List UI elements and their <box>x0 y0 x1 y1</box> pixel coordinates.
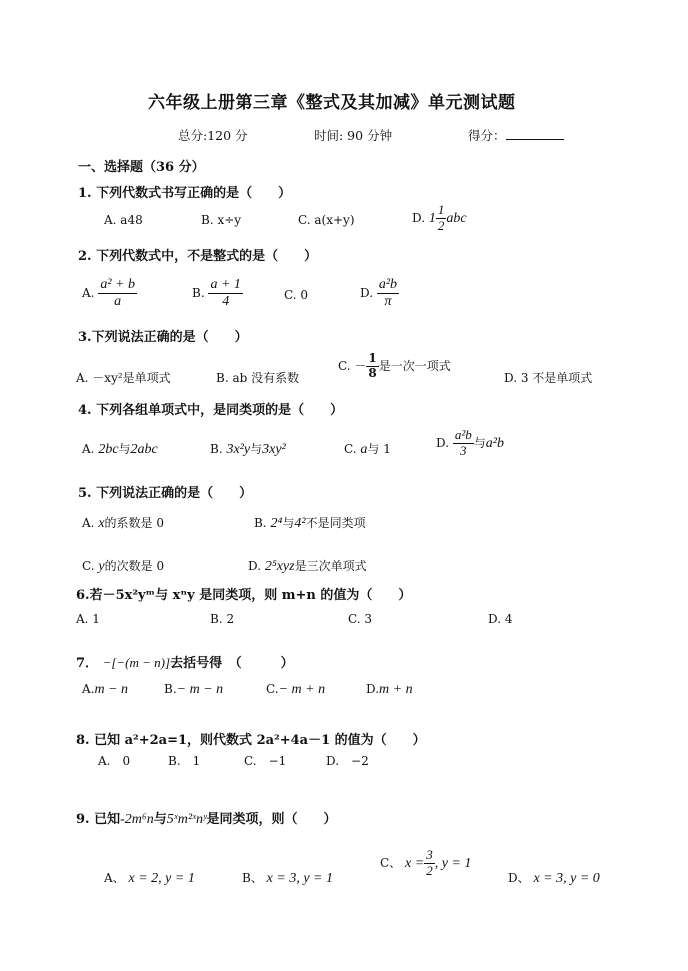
option-label: A. <box>82 516 95 530</box>
question-7-option-b <box>164 682 223 698</box>
math-term: 5ˣm²ˣnʸ <box>166 812 207 827</box>
fraction <box>98 277 137 310</box>
question-3-option-c <box>338 352 451 381</box>
denominator: 4 <box>222 294 230 310</box>
math-term: -2m⁶n <box>120 812 154 827</box>
question-4-stem: 4. 下列各组单项式中，是同类项的是（ ） <box>78 403 344 418</box>
option-label: D. <box>436 435 450 450</box>
question-8-option-c: C. −1 <box>244 754 287 768</box>
fraction <box>377 277 399 310</box>
question-9-option-d <box>508 869 600 887</box>
numerator: 1 <box>368 351 377 365</box>
page-title: 六年级上册第三章《整式及其加减》单元测试题 <box>148 93 516 113</box>
question-7-option-a <box>82 682 128 698</box>
question-9-stem <box>76 808 337 828</box>
math-term: − m + n <box>278 682 326 697</box>
math-expression: −[−(m − n)] <box>102 655 171 670</box>
question-3-option-a: A. －xy²是单项式 <box>76 371 171 385</box>
question-9-option-b <box>242 869 333 887</box>
question-1-option-b: B. x÷y <box>201 213 242 227</box>
math-term: a²b <box>485 435 504 451</box>
question-8-option-a: A. 0 <box>98 754 131 768</box>
question-5-option-b <box>254 514 366 532</box>
math-term: x = 3, y = 0 <box>533 871 600 886</box>
option-label: C. <box>344 442 357 456</box>
question-number: 7． <box>76 656 99 671</box>
option-label: D. <box>360 286 374 301</box>
math-term: − m − n <box>176 682 224 697</box>
math-term: 2⁴ <box>270 516 283 531</box>
question-1-stem: 1. 下列代数式书写正确的是（ ） <box>78 186 292 201</box>
option-label: B、 <box>242 871 263 885</box>
option-label: C、 <box>380 855 402 870</box>
option-label: C. <box>266 682 279 696</box>
question-4-option-d <box>436 428 504 459</box>
question-4-option-c <box>344 440 391 458</box>
question-1-option-a: A. a48 <box>104 213 143 227</box>
question-5-option-a <box>82 514 164 532</box>
question-2-option-a <box>82 277 137 310</box>
denominator: 2 <box>426 862 433 878</box>
question-4-option-a <box>82 440 158 458</box>
option-label: B. <box>254 516 267 530</box>
question-6-option-a: A. 1 <box>76 612 100 626</box>
score-field <box>468 126 564 144</box>
math-term: m − n <box>94 682 129 697</box>
math-term: x = 2, y = 1 <box>128 871 195 886</box>
math-term: 3x²y <box>226 442 251 457</box>
option-label: A. <box>82 286 95 301</box>
question-2-option-c: C. 0 <box>284 288 309 302</box>
math-term: 4² <box>294 516 306 531</box>
numerator: a + 1 <box>208 277 242 294</box>
option-label: B. <box>210 442 223 456</box>
option-text: 的次数是 0 <box>104 559 165 573</box>
math-term: x = <box>405 855 425 871</box>
question-5-option-c <box>82 557 164 575</box>
question-9-option-c <box>380 848 471 879</box>
option-label: B. <box>164 682 177 696</box>
math-term: 2abc <box>130 442 158 457</box>
math-term: 2bc <box>98 442 119 457</box>
connector: 与 <box>153 812 167 827</box>
option-label: D、 <box>508 871 530 885</box>
question-2-stem: 2. 下列代数式中，不是整式的是（ ） <box>78 249 318 264</box>
numerator: 3 <box>426 847 433 862</box>
math-term: 3xy² <box>262 442 286 457</box>
fraction <box>436 203 447 234</box>
question-7-option-c <box>266 682 325 698</box>
math-term: a <box>360 442 368 457</box>
math-term: abc <box>446 210 467 226</box>
question-2-option-b <box>192 277 243 310</box>
question-6-option-d: D. 4 <box>488 612 513 626</box>
math-term: m + n <box>379 682 413 697</box>
question-3-stem: 3.下列说法正确的是（ ） <box>78 330 248 345</box>
question-6-stem: 6.若－5x²yᵐ与 xⁿy 是同类项，则 m+n 的值为（ ） <box>76 588 412 603</box>
math-term: , y = 1 <box>434 855 472 871</box>
option-label: C. <box>82 559 95 573</box>
option-label: A. <box>82 682 95 696</box>
option-label: C. － <box>338 358 367 373</box>
question-1-option-d <box>412 203 467 234</box>
numerator: a²b <box>377 277 399 294</box>
score-blank <box>506 128 564 140</box>
option-text: 的系数是 0 <box>104 516 164 530</box>
fraction <box>208 277 242 310</box>
numerator: 1 <box>437 202 445 217</box>
score-label: 得分： <box>468 128 506 143</box>
option-label: B. <box>192 286 205 301</box>
question-7-option-d <box>366 682 413 698</box>
connector: 与 <box>118 442 131 456</box>
option-label: D. <box>248 559 262 573</box>
question-8-stem: 8. 已知 a²+2a=1，则代数式 2a²+4a－1 的值为（ ） <box>76 733 426 748</box>
question-3-option-b: B. ab 没有系数 <box>216 371 300 385</box>
denominator: π <box>384 294 392 310</box>
numerator: a²b <box>454 427 472 442</box>
section-heading: 一、选择题（36 分） <box>78 160 205 175</box>
total-score-label: 总分:120 分 <box>178 128 248 143</box>
question-6-option-c: C. 3 <box>348 612 373 626</box>
fraction <box>366 352 378 381</box>
mixed-number-whole: 1 <box>428 210 436 226</box>
question-8-option-b: B. 1 <box>168 754 201 768</box>
connector: 与 1 <box>367 442 391 456</box>
fraction <box>424 848 435 879</box>
option-label: D. <box>412 210 426 225</box>
question-5-stem: 5. 下列说法正确的是（ ） <box>78 486 253 501</box>
connector: 与 <box>250 442 263 456</box>
numerator: a² + b <box>98 277 137 294</box>
connector: 与 <box>473 435 486 450</box>
math-term: x <box>98 516 105 531</box>
question-text: 是同类项，则（ ） <box>206 812 337 827</box>
denominator: 2 <box>437 217 445 233</box>
fraction <box>453 428 474 459</box>
question-1-option-c: C. a(x+y) <box>298 213 355 227</box>
question-2-option-d <box>360 277 399 310</box>
math-term: x = 3, y = 1 <box>266 871 333 886</box>
option-label: A、 <box>104 871 125 885</box>
option-text: 不是同类项 <box>305 516 366 530</box>
option-label: A. <box>82 442 95 456</box>
denominator: 8 <box>368 365 377 380</box>
math-term: y <box>98 559 105 574</box>
question-3-option-d: D. 3 不是单项式 <box>504 371 593 385</box>
question-8-option-d: D. −2 <box>326 754 369 768</box>
question-9-option-a <box>104 869 195 887</box>
question-4-option-b <box>210 440 286 458</box>
option-text: 是一次一项式 <box>378 358 451 373</box>
math-term: 2⁵xyz <box>264 559 295 574</box>
question-text: 去括号得 （ ） <box>170 656 294 671</box>
question-text: 9. 已知 <box>76 812 121 827</box>
option-text: 是三次单项式 <box>294 559 367 573</box>
question-5-option-d <box>248 557 367 575</box>
question-6-option-b: B. 2 <box>210 612 235 626</box>
time-label: 时间: 90 分钟 <box>314 128 393 143</box>
denominator: a <box>114 294 122 310</box>
option-label: D. <box>366 682 380 696</box>
connector: 与 <box>282 516 295 530</box>
denominator: 3 <box>460 442 467 458</box>
question-7-stem <box>76 652 294 671</box>
